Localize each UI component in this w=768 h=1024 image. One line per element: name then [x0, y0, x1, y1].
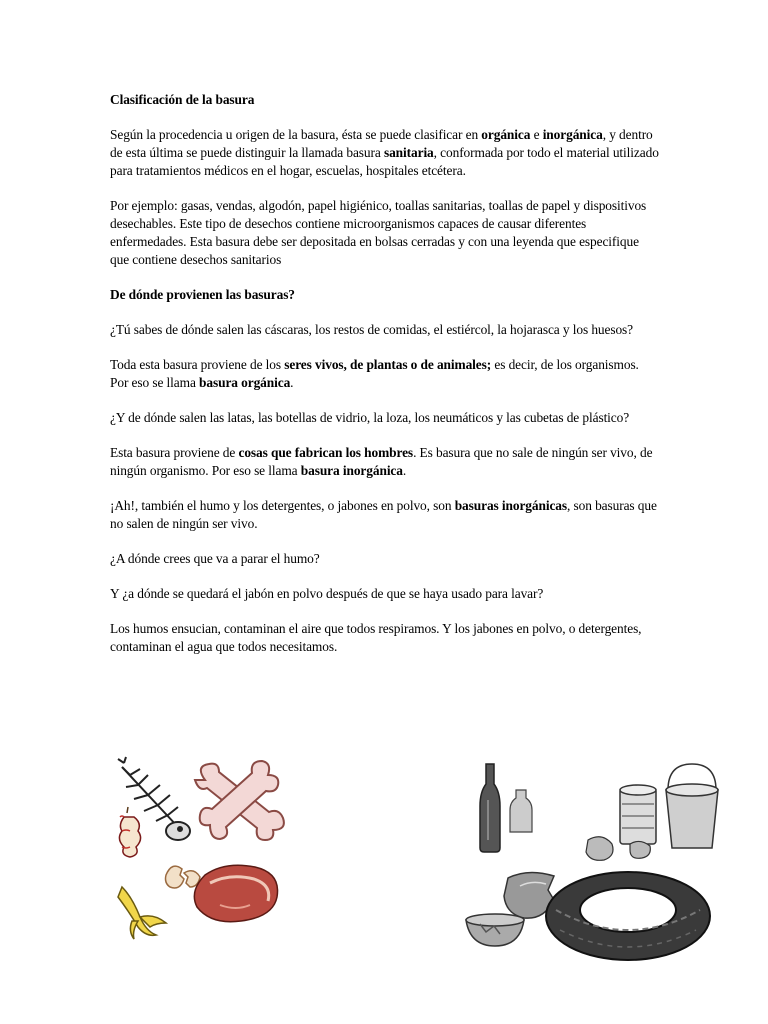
text-run: es decir, de los organismos. Por eso se llama	[110, 357, 639, 390]
paragraph-question-smoke: ¿A dónde crees que va a parar el humo?	[110, 551, 320, 566]
bold-run: seres vivos, de plantas o de animales;	[284, 357, 492, 372]
bold-run: basura inorgánica	[300, 463, 403, 478]
text-run: .	[290, 375, 294, 390]
paragraph-question-inorganic: ¿Y de dónde salen las latas, las botellas de vidrio, la loza, los neumáticos y las cubetas de plástico?	[110, 410, 630, 425]
meat-steak-icon	[194, 865, 277, 922]
paragraph-inorganic-origin	[110, 444, 660, 480]
broken-bowl-icon	[466, 914, 524, 946]
tin-can-icon	[620, 785, 656, 844]
paragraph-question-organic: ¿Tú sabes de dónde salen las cáscaras, los restos de comidas, el estiércol, la hojarasca y los huesos?	[110, 322, 634, 337]
glass-bottle-icon	[480, 764, 500, 852]
text-run: e	[530, 127, 543, 142]
text-run: ¡Ah!, también el humo y los detergentes, o jabones en polvo, son	[110, 498, 455, 513]
banana-peel-icon	[118, 887, 166, 939]
paragraph-organic-origin	[110, 356, 660, 392]
text-run: Según la procedencia u origen de la basura, ésta se puede clasificar en	[110, 127, 482, 142]
text-run: , y dentro de esta última se puede distinguir la llamada basura	[110, 127, 653, 160]
inorganic-waste-illustration	[460, 760, 735, 965]
text-run: , conformada por todo el material utilizado para tratamientos médicos en el hogar, escuelas, hospitales etcétera.	[110, 145, 659, 178]
apple-core-icon	[119, 807, 140, 857]
bucket-icon	[666, 764, 718, 848]
bold-run: orgánica	[481, 127, 531, 142]
paragraph-classification	[110, 126, 660, 180]
tire-icon	[546, 872, 710, 960]
paragraph-smoke-detergents	[110, 497, 660, 533]
bold-run: sanitaria	[383, 145, 434, 160]
paragraph-sanitary-examples: Por ejemplo: gasas, vendas, algodón, papel higiénico, toallas sanitarias, toallas de papel y dispositivos desechables. Este tipo de desechos contiene microorganismos capaces de causar diferentes enfermedades. Esta basura debe ser depositada en bolsas cerradas y con una leyenda que especifique que contiene desechos sanitarios	[110, 198, 647, 267]
bold-run: cosas que fabrican los hombres	[238, 445, 414, 460]
bone-icon	[195, 761, 284, 840]
text-run: , son basuras que no salen de ningún ser vivo.	[110, 498, 657, 531]
paragraph-question-soap: Y ¿a dónde se quedará el jabón en polvo después de que se haya usado para lavar?	[110, 586, 544, 601]
document-body	[110, 91, 660, 656]
text-run: Toda esta basura proviene de los	[110, 357, 285, 372]
section-heading: De dónde provienen las basuras?	[110, 287, 295, 302]
text-run: Esta basura proviene de	[110, 445, 239, 460]
text-run: .	[402, 463, 407, 478]
eggshell-icon	[166, 866, 201, 888]
bold-run: basura orgánica	[199, 375, 291, 390]
bold-run: basuras inorgánicas	[454, 498, 568, 513]
page-title: Clasificación de la basura	[110, 92, 255, 107]
bold-run: inorgánica	[542, 127, 603, 142]
paragraph-pollution: Los humos ensucian, contaminan el aire que todos respiramos. Y los jabones en polvo, o detergentes, contaminan el agua que todos necesitamos.	[110, 621, 642, 654]
text-run: . Es basura que no sale de ningún ser vivo, de ningún organismo. Por eso se llama	[110, 445, 653, 478]
glass-jar-icon	[510, 790, 532, 832]
organic-waste-illustration	[110, 755, 290, 945]
